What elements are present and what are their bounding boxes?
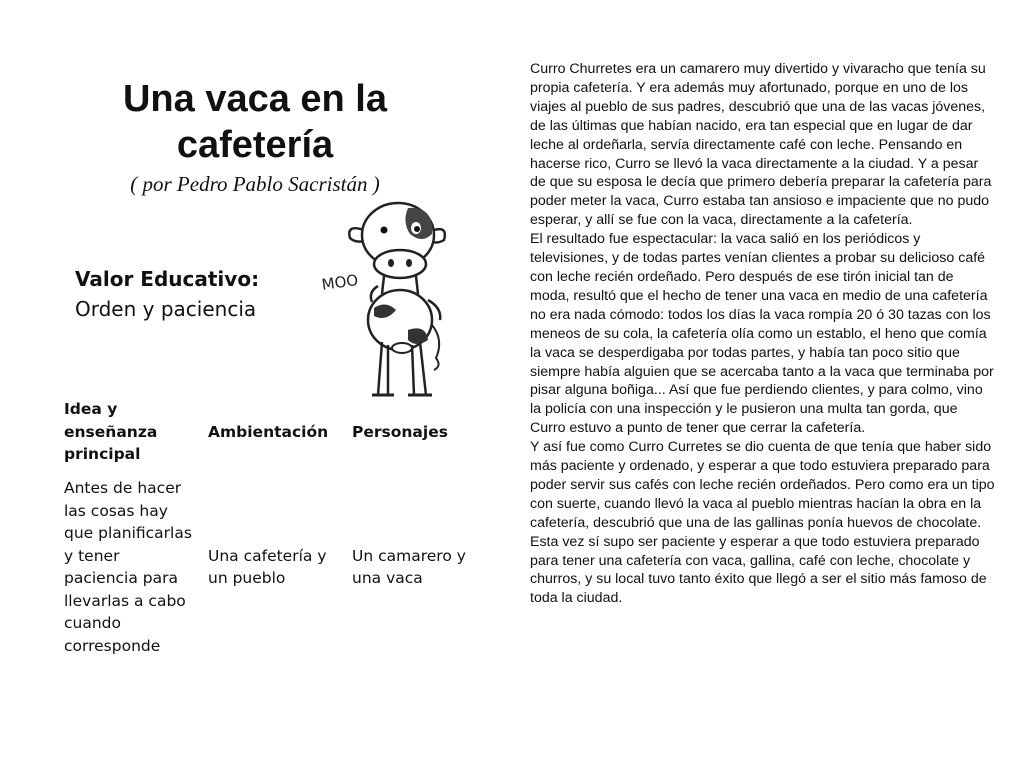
- author-subtitle: ( por Pedro Pablo Sacristán ): [130, 172, 380, 196]
- table-header: Personajes: [352, 422, 448, 441]
- valor-title: Valor Educativo:: [75, 267, 260, 291]
- valor-value: Orden y paciencia: [75, 297, 257, 321]
- moo-label: MOO: [320, 270, 360, 294]
- table-row: [58, 477, 488, 657]
- table-cell: Un camarero y una vaca: [352, 546, 466, 587]
- table-cell: Antes de hacer las cosas hay que planificarlas y tener paciencia para llevarlas a cabo cuando corresponde: [64, 479, 192, 655]
- table-cell: Una cafetería y un pueblo: [208, 546, 327, 587]
- story-text: [530, 60, 995, 608]
- story-paragraph: Y así fue como Curro Curretes se dio cuenta de que tenía que haber sido más paciente y ordenado, y esperar a que todo estuviera preparado para poder servir sus cafés con leche recién ordeñados. Pero como era un tipo con suerte, cuando llevó la vaca al pueblo mientras hacían la obra en la cafetería, descubrió que una de las gallinas ponía huevos de chocolate. Esta vez sí supo ser paciente y esperar a que todo estuviera preparado para tener una cafetería con vaca, gallina, café con leche, chocolate y churros, y su local tuvo tanto éxito que llegó a ser el sitio más famoso de toda la ciudad.: [530, 439, 995, 607]
- page-title: Una vaca en la cafetería: [122, 78, 388, 166]
- story-paragraph: Curro Churretes era un camarero muy divertido y vivaracho que tenía su propia cafetería. Y era además muy afortunado, porque en uno de los viajes al pueblo de sus padres, descubrió que una de las vacas jóvenes, de las últimas que habían nacido, era tan especial que en lugar de dar leche al ordeñarla, servía directamente café con leche. Pensando en hacerse rico, Curro se llevó la vaca directamente a la ciudad. Y a pesar de que su esposa le decía que primero debería preparar la cafetería para poder meter la vaca, Curro estaba tan ansioso e impaciente que no pudo esperar, y allí se fue con la vaca, directamente a la cafetería.: [530, 61, 992, 229]
- cow-icon: [316, 190, 456, 400]
- summary-table: [58, 395, 488, 657]
- story-paragraph: El resultado fue espectacular: la vaca salió en los periódicos y televisiones, y de todas partes venían clientes a probar su delicioso café con leche recién ordeñado. Pero después de ese tirón inicial tan de moda, resultó que el hecho de tener una vaca en medio de una cafetería no era nada cómodo: todos los días la vaca rompía 20 ó 30 tazas con los meneos de su cola, la cafetería olía como un establo, el heno que comía la vaca se desperdigaba por todas partes, y había tan poco sitio que siempre había alguien que se acercaba tanto a la vaca que terminaba por pisar alguna boñiga... Así que fue perdiendo clientes, y para colmo, vino la policía con una inspección y le pusieron una multa tan gorda, que Curro estuvo a punto de tener que cerrar la cafetería.: [530, 231, 994, 437]
- table-header: Idea y enseñanza principal: [64, 400, 158, 464]
- table-header: Ambientación: [208, 422, 329, 441]
- valor-educativo: [75, 264, 259, 324]
- table-header-row: [58, 395, 488, 469]
